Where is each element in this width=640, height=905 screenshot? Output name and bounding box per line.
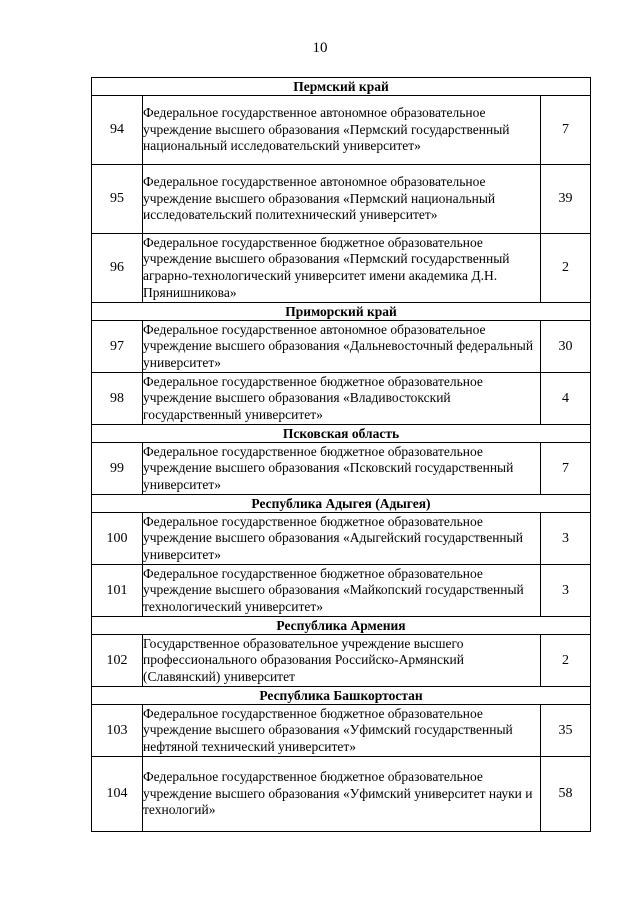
row-number: 98: [92, 373, 143, 425]
region-row: [92, 425, 591, 443]
institution-name: Федеральное государственное бюджетное образовательное учреждение высшего образования «Адыгейский государственный университет»: [143, 513, 541, 565]
row-number: 100: [92, 513, 143, 565]
region-row: [92, 495, 591, 513]
table-row: [92, 165, 591, 234]
allocation-table: [91, 77, 591, 832]
region-name: Пермский край: [92, 78, 591, 96]
row-number: 99: [92, 443, 143, 495]
region-name: Приморский край: [92, 303, 591, 321]
quota-value: 35: [541, 705, 591, 757]
institution-name: Федеральное государственное бюджетное образовательное учреждение высшего образования «Майкопский государственный технологический университет»: [143, 565, 541, 617]
region-row: [92, 617, 591, 635]
region-row: [92, 78, 591, 96]
row-number: 102: [92, 635, 143, 687]
quota-value: 7: [541, 96, 591, 165]
institution-name: Федеральное государственное бюджетное образовательное учреждение высшего образования «Уфимский университет науки и технологий»: [143, 757, 541, 832]
quota-value: 39: [541, 165, 591, 234]
row-number: 95: [92, 165, 143, 234]
page-number: 10: [312, 40, 328, 56]
region-name: Республика Армения: [92, 617, 591, 635]
region-name: Псковская область: [92, 425, 591, 443]
row-number: 103: [92, 705, 143, 757]
institution-name: Федеральное государственное бюджетное образовательное учреждение высшего образования «Владивостокский государственный университет»: [143, 373, 541, 425]
region-row: [92, 303, 591, 321]
region-row: [92, 687, 591, 705]
table-row: [92, 443, 591, 495]
row-number: 104: [92, 757, 143, 832]
table-row: [92, 635, 591, 687]
row-number: 97: [92, 321, 143, 373]
institution-name: Государственное образовательное учреждение высшего профессионального образования Российско-Армянский (Славянский) университет: [143, 635, 541, 687]
table-row: [92, 705, 591, 757]
quota-value: 2: [541, 635, 591, 687]
row-number: 96: [92, 234, 143, 303]
table-row: [92, 565, 591, 617]
institution-name: Федеральное государственное бюджетное образовательное учреждение высшего образования «Уфимский государственный нефтяной технический университет»: [143, 705, 541, 757]
region-name: Республика Адыгея (Адыгея): [92, 495, 591, 513]
institution-name: Федеральное государственное бюджетное образовательное учреждение высшего образования «Псковский государственный университет»: [143, 443, 541, 495]
institution-name: Федеральное государственное бюджетное образовательное учреждение высшего образования «Пермский государственный аграрно-технологический университет имени академика Д.Н. Прянишникова»: [143, 234, 541, 303]
quota-value: 30: [541, 321, 591, 373]
table-row: [92, 234, 591, 303]
table-row: [92, 513, 591, 565]
table-row: [92, 96, 591, 165]
quota-value: 7: [541, 443, 591, 495]
row-number: 94: [92, 96, 143, 165]
quota-value: 2: [541, 234, 591, 303]
institution-name: Федеральное государственное автономное образовательное учреждение высшего образования «Дальневосточный федеральный университет»: [143, 321, 541, 373]
table-row: [92, 373, 591, 425]
row-number: 101: [92, 565, 143, 617]
quota-value: 3: [541, 513, 591, 565]
region-name: Республика Башкортостан: [92, 687, 591, 705]
table-row: [92, 321, 591, 373]
quota-value: 3: [541, 565, 591, 617]
quota-value: 4: [541, 373, 591, 425]
institution-name: Федеральное государственное автономное образовательное учреждение высшего образования «Пермский национальный исследовательский политехнический университет»: [143, 165, 541, 234]
table-row: [92, 757, 591, 832]
quota-value: 58: [541, 757, 591, 832]
institution-name: Федеральное государственное автономное образовательное учреждение высшего образования «Пермский государственный национальный исследовательский университет»: [143, 96, 541, 165]
